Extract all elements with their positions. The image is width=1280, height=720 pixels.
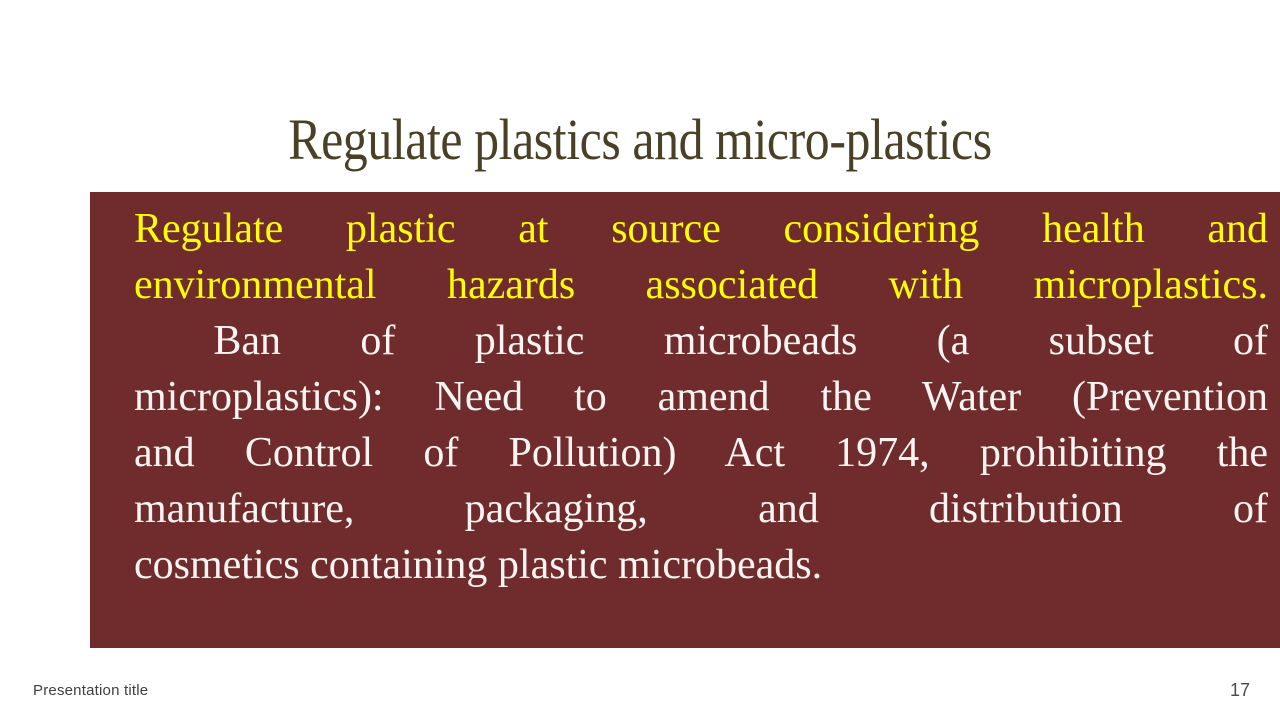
body-line: Regulate plastic at source considering health and [134, 206, 1268, 252]
slide-title [0, 106, 1280, 172]
body-line: manufacture, packaging, and distribution of [134, 486, 1268, 532]
body-line: Ban of plastic microbeads (a subset of [134, 318, 1268, 364]
body-line: environmental hazards associated with microplastics. [134, 262, 1268, 308]
footer-page-number: 17 [1229, 680, 1250, 700]
slide-title-text: Regulate plastics and micro-plastics [288, 106, 992, 172]
footer-presentation-title: Presentation title [33, 682, 149, 699]
body-line: and Control of Pollution) Act 1974, prohibiting the [134, 430, 1268, 476]
body-line: cosmetics containing plastic microbeads. [134, 542, 823, 588]
body-line: microplastics): Need to amend the Water (Prevention [134, 374, 1268, 420]
content-box [90, 192, 1280, 648]
